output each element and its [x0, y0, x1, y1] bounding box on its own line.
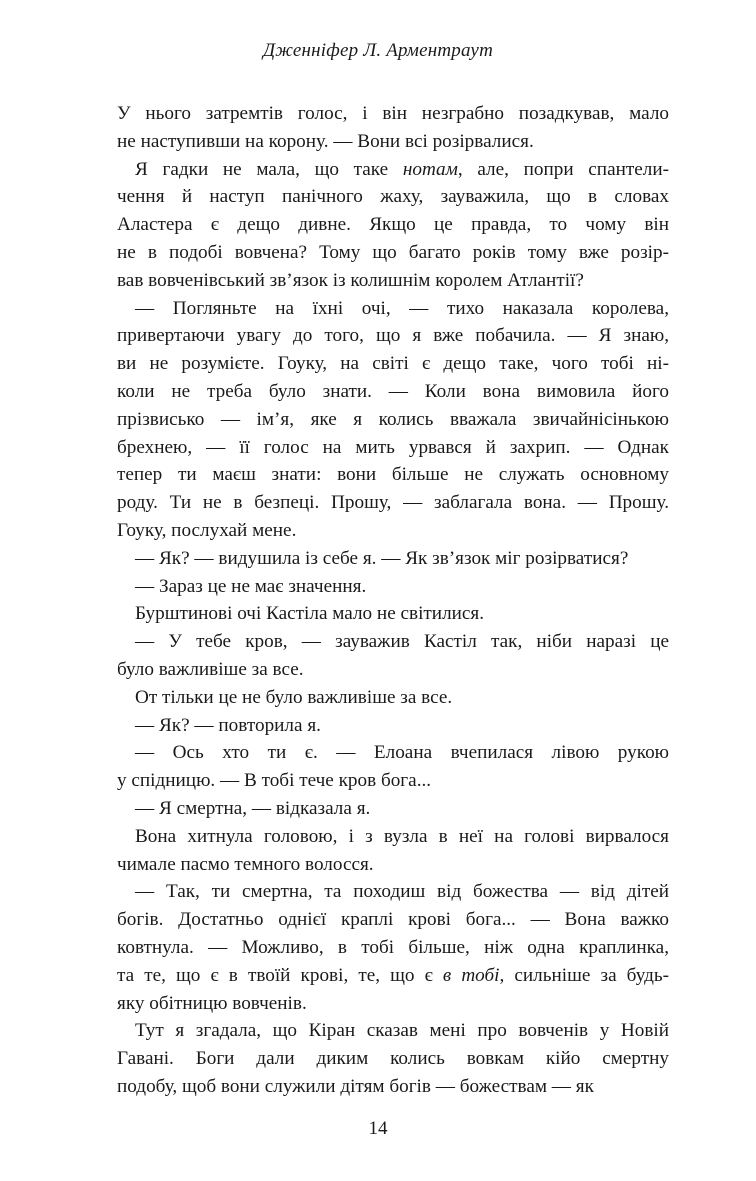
- text-line: подобу, щоб вони служили дітям богів — божествам — як: [117, 1075, 594, 1097]
- paragraph: [117, 795, 669, 823]
- text-line: привертаючи увагу до того, що я вже побачила. — Я знаю,: [117, 325, 669, 347]
- text-line: богів. Достатньо однієї краплі крові бога... — Вона важко: [117, 909, 669, 931]
- text-line: — Погляньте на їхні очі, — тихо наказала королева,: [135, 297, 669, 319]
- text-line: не наступивши на корону. — Вони всі розірвалися.: [117, 130, 534, 152]
- paragraph: [117, 878, 669, 1017]
- text-line: Вона хитнула головою, і з вузла в неї на голові вирвалося: [135, 825, 669, 847]
- text-line: Я гадки не мала, що таке нотам, але, попри спантели-: [135, 158, 669, 180]
- paragraph: [117, 684, 669, 712]
- text-line: Гавані. Боги дали диким колись вовкам кійо смертну: [117, 1048, 669, 1070]
- text-line: у спідницю. — В тобі тече кров бога...: [117, 770, 432, 792]
- emphasis: в тобі: [442, 964, 500, 986]
- paragraph: [117, 600, 669, 628]
- text-line: — Зараз це не має значення.: [135, 575, 367, 597]
- paragraph: [117, 545, 669, 573]
- text-line: У нього затремтів голос, і він незграбно позадкував, мало: [117, 103, 669, 124]
- text-line: чимале пасмо темного волосся.: [117, 853, 374, 875]
- running-head-author: Дженніфер Л. Арментраут: [263, 40, 493, 61]
- page-number: 14: [368, 1118, 388, 1139]
- text-line: чення й наступ панічного жаху, зауважила, що в словах: [117, 186, 669, 208]
- text-line: коли не треба було знати. — Коли вона вимовила його: [117, 380, 669, 402]
- paragraph: [117, 156, 669, 295]
- text-line: — Як? — повторила я.: [135, 714, 321, 736]
- body-text: [117, 100, 669, 1101]
- text-line: — Як? — видушила із себе я. — Як зв’язок міг розірватися?: [135, 547, 629, 569]
- text-line: Гоуку, послухай мене.: [117, 519, 297, 541]
- text-line: брехнею, — її голос на мить урвався й захрип. — Однак: [117, 436, 669, 458]
- text-line: було важливіше за все.: [117, 658, 304, 680]
- emphasis: нотам: [402, 158, 458, 180]
- text-line: — Я смертна, — відказала я.: [135, 797, 371, 819]
- paragraph: [117, 573, 669, 601]
- text-line: ковтнула. — Можливо, в тобі більше, ніж одна краплинка,: [117, 936, 669, 958]
- text-line: ви не розумієте. Гоуку, на світі є дещо таке, чого тобі ні-: [117, 353, 669, 375]
- paragraph: [117, 628, 669, 684]
- paragraph: [117, 739, 669, 795]
- text-line: — Ось хто ти є. — Елоана вчепилася лівою рукою: [135, 742, 669, 764]
- text-line: От тільки це не було важливіше за все.: [135, 686, 453, 708]
- paragraph: [117, 712, 669, 740]
- text-line: Аластера є дещо дивне. Якщо це правда, то чому він: [117, 214, 669, 236]
- text-line: Бурштинові очі Кастіла мало не світилися.: [135, 603, 485, 625]
- text-line: роду. Ти не в безпеці. Прошу, — заблагала вона. — Прошу.: [117, 492, 669, 514]
- text-line: прізвисько — ім’я, яке я колись вважала звичайнісінькою: [117, 408, 669, 430]
- text-line: — У тебе кров, — зауважив Кастіл так, ніби наразі це: [135, 631, 669, 653]
- paragraph: [117, 823, 669, 879]
- paragraph: [117, 1017, 669, 1100]
- paragraph: [117, 100, 669, 156]
- text-line: — Так, ти смертна, та походиш від божества — від дітей: [135, 881, 669, 903]
- text-line: та те, що є в твоїй крові, те, що є в тобі, сильніше за будь-: [117, 964, 669, 986]
- paragraph: [117, 295, 669, 545]
- text-line: вав вовченівський зв’язок із колишнім королем Атлантії?: [117, 269, 584, 291]
- text-line: тепер ти маєш знати: вони більше не служать основному: [117, 464, 669, 486]
- text-line: яку обітницю вовченів.: [117, 992, 307, 1014]
- text-line: не в подобі вовчена? Тому що багато років тому вже розір-: [117, 241, 669, 263]
- text-line: Тут я згадала, що Кіран сказав мені про вовченів у Новій: [135, 1020, 669, 1042]
